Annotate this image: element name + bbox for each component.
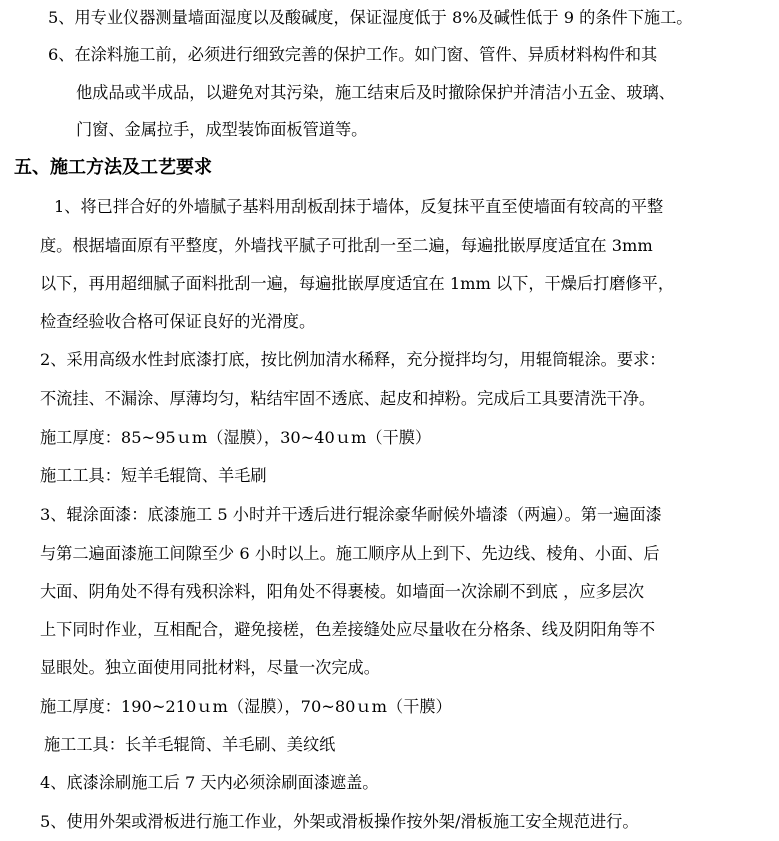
step-2-line-2: 不流挂、不漏涂、厚薄均匀，粘结牢固不透底、起皮和掉粉。完成后工具要清洗干净。: [40, 389, 656, 408]
step-3-line-4: 上下同时作业，互相配合，避免接槎，色差接缝处应尽量收在分格条、线及阴阳角等不: [40, 620, 656, 639]
step-4-line: 4、底漆涂刷施工后 7 天内必须涂刷面漆遮盖。: [40, 773, 379, 792]
step-3-line-2: 与第二遍面漆施工间隙至少 6 小时以上。施工顺序从上到下、先边线、棱角、小面、后: [40, 544, 660, 563]
step-1-line-4: 检查经验收合格可保证良好的光滑度。: [40, 312, 316, 331]
step-5-line: 5、使用外架或滑板进行施工作业，外架或滑板操作按外架/滑板施工安全规范进行。: [40, 812, 639, 831]
step-3-line-3: 大面、阴角处不得有残积涂料，阳角处不得裹棱。如墙面一次涂刷不到底 ，应多层次: [40, 582, 645, 601]
step-3-tools: 施工工具：长羊毛辊筒、羊毛刷、美纹纸: [44, 735, 336, 754]
step-2-line-1: 2、采用高级水性封底漆打底，按比例加清水稀释，充分搅拌均匀，用辊筒辊涂。要求：: [40, 350, 666, 369]
paragraph-6-line-1: 6、在涂料施工前，必须进行细致完善的保护工作。如门窗、管件、异质材料构件和其: [48, 45, 658, 64]
step-3-line-1: 3、辊涂面漆：底漆施工 5 小时并干透后进行辊涂豪华耐候外墙漆（两遍）。第一遍面漆: [40, 505, 662, 524]
paragraph-5-line-1: 5、用专业仪器测量墙面湿度以及酸碱度，保证湿度低于 8%及碱性低于 9 的条件下施工。: [48, 8, 693, 27]
section-heading: 五、施工方法及工艺要求: [14, 157, 212, 178]
step-3-thickness: 施工厚度：190~210ｕm（湿膜），70~80ｕm（干膜）: [40, 697, 452, 716]
step-2-thickness: 施工厚度：85~95ｕm（湿膜），30~40ｕm（干膜）: [40, 428, 432, 447]
step-2-tools: 施工工具：短羊毛辊筒、羊毛刷: [40, 466, 267, 485]
paragraph-6-line-2: 他成品或半成品，以避免对其污染，施工结束后及时撤除保护并清洁小五金、玻璃、: [76, 83, 675, 102]
step-3-line-5: 显眼处。独立面使用同批材料，尽量一次完成。: [40, 658, 380, 677]
paragraph-6-line-3: 门窗、金属拉手，成型装饰面板管道等。: [76, 120, 368, 139]
step-1-line-1: 1、将已拌合好的外墙腻子基料用刮板刮抹于墙体，反复抹平直至使墙面有较高的平整: [54, 197, 664, 216]
step-1-line-2: 度。根据墙面原有平整度，外墙找平腻子可批刮一至二遍，每遍批嵌厚度适宜在 3mm: [40, 236, 653, 255]
step-1-line-3: 以下，再用超细腻子面料批刮一遍，每遍批嵌厚度适宜在 1mm 以下，干燥后打磨修平，: [40, 274, 675, 293]
